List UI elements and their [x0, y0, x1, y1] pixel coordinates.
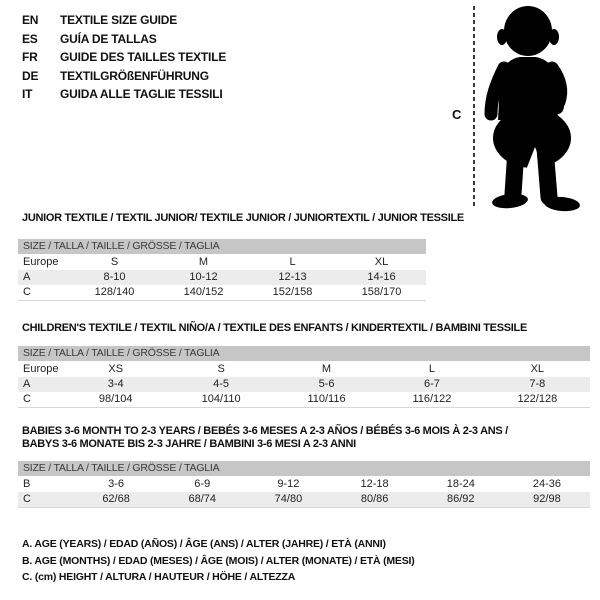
legend-footnotes [22, 536, 415, 586]
language-row-it [22, 85, 226, 104]
table-body [18, 362, 590, 408]
row-label: C [23, 286, 31, 298]
size-cell: 3-6 [108, 478, 125, 490]
table-title: JUNIOR TEXTILE / TEXTIL JUNIOR/ TEXTILE JUNIOR / JUNIORTEXTIL / JUNIOR TESSILE [22, 212, 464, 224]
size-header-bar: SIZE / TALLA / TAILLE / GRÖSSE / TAGLIA [18, 461, 590, 476]
size-cell: 128/140 [94, 286, 135, 298]
language-title-list [22, 11, 226, 104]
language-code: DE [22, 68, 39, 83]
size-cell: 116/122 [412, 393, 452, 405]
table-row-europe [18, 362, 590, 377]
size-cell: 122/128 [517, 393, 558, 405]
footnote-c: C. (cm) HEIGHT / ALTURA / HAUTEUR / HÖHE / ALTEZZA [22, 571, 296, 583]
size-cell: 140/152 [183, 286, 224, 298]
table-title [18, 425, 590, 451]
language-code: FR [22, 50, 38, 65]
table-row-age [18, 377, 590, 392]
size-cell: 10-12 [189, 271, 218, 283]
size-cell: 12-18 [360, 478, 389, 490]
size-cell: XL [374, 256, 389, 268]
language-title: TEXTILE SIZE GUIDE [60, 13, 178, 27]
row-label: B [23, 478, 31, 490]
size-cell: L [428, 363, 435, 375]
size-cell: 3-4 [107, 378, 124, 390]
size-table-babies [18, 425, 590, 508]
size-cell: 6-7 [423, 378, 440, 390]
size-cell: 98/104 [98, 393, 133, 405]
table-title-line1: BABIES 3-6 MONTH TO 2-3 YEARS / BEBÉS 3-6 MESES A 2-3 AÑOS / BÉBÉS 3-6 MOIS À 2-3 ANS / [22, 425, 508, 437]
size-cell: 8-10 [103, 271, 126, 283]
table-row-height [18, 492, 590, 507]
size-cell: L [289, 256, 296, 268]
row-label: C [23, 393, 31, 405]
table-body [18, 477, 590, 508]
size-cell: 18-24 [446, 478, 475, 490]
size-cell: 86/92 [447, 493, 475, 505]
size-cell: 14-16 [367, 271, 396, 283]
language-title: GUÍA DE TALLAS [60, 31, 157, 46]
row-label: Europe [23, 256, 59, 268]
size-table-children [18, 322, 590, 408]
size-cell: 4-5 [213, 378, 230, 390]
language-row-de [22, 67, 226, 86]
row-label: Europe [23, 363, 59, 375]
size-cell: M [321, 363, 332, 375]
size-cell: 6-9 [194, 478, 211, 490]
footnote-a: A. AGE (YEARS) / EDAD (AÑOS) / ÂGE (ANS) / ALTER (JAHRE) / ETÀ (ANNI) [22, 538, 386, 550]
size-cell: 7-8 [529, 378, 546, 390]
size-cell: XL [530, 363, 545, 375]
size-cell: M [198, 256, 209, 268]
table-title: CHILDREN'S TEXTILE / TEXTIL NIÑO/A / TEXTILE DES ENFANTS / KINDERTEXTIL / BAMBINI TESSILE [22, 322, 527, 334]
language-title: GUIDE DES TAILLES TEXTILE [60, 50, 227, 65]
table-row-age [18, 270, 426, 285]
language-title: TEXTILGRÖßENFÜHRUNG [60, 68, 209, 83]
row-label: A [23, 271, 31, 283]
table-title-line2: BABYS 3-6 MONATE BIS 2-3 JAHRE / BAMBINI 3-6 MESI A 2-3 ANNI [22, 438, 356, 450]
table-body [18, 255, 426, 301]
language-row-es [22, 30, 226, 49]
language-row-fr [22, 48, 226, 67]
table-row-height [18, 392, 590, 407]
size-header-bar: SIZE / TALLA / TAILLE / GRÖSSE / TAGLIA [18, 239, 426, 254]
size-header-bar: SIZE / TALLA / TAILLE / GRÖSSE / TAGLIA [18, 346, 590, 361]
language-code: EN [22, 13, 39, 27]
size-cell: 74/80 [274, 493, 303, 505]
table-row-age-months [18, 477, 590, 492]
table-row-europe [18, 255, 426, 270]
size-cell: S [217, 363, 225, 375]
size-table-junior [18, 212, 464, 301]
language-title: GUIDA ALLE TAGLIE TESSILI [60, 87, 223, 102]
row-label: C [23, 493, 31, 505]
row-label: A [23, 378, 31, 390]
language-code: ES [22, 31, 38, 46]
size-cell: 110/116 [307, 393, 346, 405]
size-cell: 152/158 [272, 286, 313, 298]
height-measure-label: C [452, 107, 462, 122]
size-cell: 12-13 [278, 271, 307, 283]
size-cell: 24-36 [532, 478, 562, 490]
size-cell: 104/110 [201, 393, 241, 405]
table-row-height [18, 285, 426, 300]
size-cell: XS [108, 363, 124, 375]
size-cell: 158/170 [361, 286, 402, 298]
size-cell: 5-6 [318, 378, 335, 390]
size-cell: 80/86 [360, 493, 389, 505]
height-measure-dashed-line [473, 6, 475, 208]
size-cell: 92/98 [533, 493, 561, 505]
footnote-b: B. AGE (MONTHS) / EDAD (MESES) / ÂGE (MOIS) / ALTER (MONATE) / ETÀ (MESI) [22, 554, 415, 567]
size-cell: 62/68 [102, 493, 130, 505]
language-code: IT [22, 87, 33, 102]
size-cell: S [110, 256, 119, 268]
size-cell: 68/74 [188, 493, 217, 505]
size-cell: 9-12 [277, 478, 300, 490]
language-row-en [22, 11, 226, 30]
baby-silhouette [478, 0, 600, 214]
